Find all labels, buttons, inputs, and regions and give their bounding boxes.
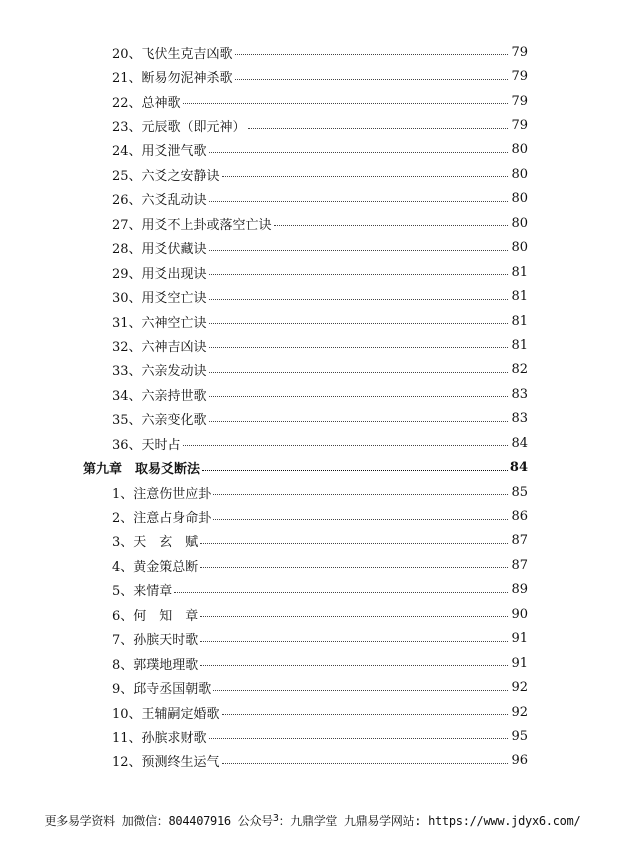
toc-entry[interactable] [0,333,625,357]
toc-entry-number: 9、 [112,682,134,698]
toc-entry-page: 91 [511,631,528,647]
toc-entry-page: 81 [511,289,528,305]
dot-leader [200,567,512,568]
toc-entry-page: 83 [511,411,528,427]
toc-entry-label [0,385,207,404]
toc-entry-title: 六神吉凶诀 [141,339,207,355]
toc-entry-title: 邱寺丞国朝歌 [133,682,212,698]
toc-entry-number: 1、 [112,486,134,502]
toc-entry-number: 34、 [112,388,142,404]
toc-entry-page: 84 [509,460,528,476]
toc-entry-page: 91 [511,655,528,671]
toc-entry-label [0,751,220,770]
toc-entry-title: 注意伤世应卦 [133,486,212,502]
toc-entry-title: 郭璞地理歌 [133,657,199,673]
toc-entry-title: 飞伏生克吉凶歌 [141,46,233,62]
toc-entry-page: 79 [511,69,528,85]
dot-leader [213,519,512,520]
toc-entry-title: 总神歌 [141,95,181,111]
dot-leader [209,299,512,300]
toc-entry-page: 87 [511,533,528,549]
toc-entry[interactable] [0,627,625,651]
toc-entry-label [0,263,207,282]
toc-entry-title: 用爻伏藏诀 [141,242,207,258]
dot-leader [209,152,512,153]
toc-entry-label [0,336,207,355]
toc-entry-label [0,67,233,86]
toc-entry[interactable] [0,431,625,455]
dot-leader [213,690,512,691]
toc-entry-number: 3、 [112,535,134,551]
toc-entry[interactable] [0,578,625,602]
toc-entry-number: 30、 [112,291,142,307]
toc-entry[interactable] [0,162,625,186]
toc-entry-label [0,214,272,233]
dot-leader [209,201,512,202]
toc-entry-title: 注意占身命卦 [133,511,212,527]
toc-entry-title: 用爻出现诀 [141,266,207,282]
page-number: 3 [272,813,279,824]
toc-entry-number: 24、 [112,144,142,160]
dot-leader [213,494,512,495]
toc-entry-page: 80 [511,215,528,231]
toc-entry-label [0,287,207,306]
footer-prefix: 更多易学资料 加微信：804407916 公众号 [44,814,273,828]
toc-entry-label [0,507,211,526]
dot-leader [235,79,512,80]
toc-entry-label [0,189,207,208]
dot-leader [209,274,512,275]
toc-entry-label [0,409,207,428]
toc-entry[interactable] [0,700,625,724]
toc-entry[interactable] [0,138,625,162]
toc-entry-label [0,312,207,331]
toc-entry-page: 83 [511,386,528,402]
toc-entry-label [0,678,211,697]
toc-entry-number: 33、 [112,364,142,380]
toc-entry-title: 天 玄 赋 [133,535,199,551]
toc-entry-number: 4、 [112,559,134,575]
toc-entry-number: 29、 [112,266,142,282]
toc-entry[interactable] [0,724,625,748]
toc-entry-label [0,483,211,502]
toc-entry-number: 10、 [112,706,142,722]
toc-entry-number: 27、 [112,217,142,233]
toc-entry-number: 28、 [112,242,142,258]
toc-entry-number: 6、 [112,608,134,624]
dot-leader [183,103,512,104]
toc-entry-label [0,605,198,624]
toc-entry-number: 第九章 [83,462,136,478]
toc-entry-page: 80 [511,191,528,207]
footer-suffix: ：九鼎学堂 九鼎易学网站: https://www.jdyx6.com/ [278,814,581,828]
toc-entry[interactable] [0,480,625,504]
toc-entry[interactable] [0,407,625,431]
toc-entry-number: 8、 [112,657,134,673]
toc-entry[interactable] [0,529,625,553]
toc-entry-title: 元辰歌（即元神） [141,120,246,136]
toc-entry[interactable] [0,187,625,211]
toc-entry[interactable] [0,382,625,406]
toc-entry-label [0,629,198,648]
toc-entry-number: 12、 [112,755,142,771]
dot-leader [183,445,512,446]
toc-entry-label [0,458,200,477]
toc-entry-label [0,360,207,379]
toc-entry-label [0,727,207,746]
toc-entry-page: 89 [511,582,528,598]
toc-entry-label [0,165,220,184]
toc-entry-label [0,92,181,111]
toc-entry-number: 7、 [112,633,134,649]
toc-entry[interactable] [0,260,625,284]
toc-entry-title: 六爻乱动诀 [141,193,207,209]
toc-entry-page: 79 [511,118,528,134]
toc-entry-title: 断易勿泥神杀歌 [141,71,233,87]
toc-entry-number: 26、 [112,193,142,209]
toc-chapter-entry[interactable] [0,455,625,479]
dot-leader [209,250,512,251]
toc-entry-label [0,531,198,550]
toc-entry[interactable] [0,284,625,308]
toc-entry-page: 84 [511,435,528,451]
toc-entry-label [0,43,233,62]
dot-leader [235,54,512,55]
toc-entry-number: 32、 [112,339,142,355]
toc-entry-title: 六亲变化歌 [141,413,207,429]
dot-leader [248,128,512,129]
dot-leader [222,714,512,715]
toc-entry-page: 86 [511,509,528,525]
toc-entry-number: 21、 [112,71,142,87]
footer-line [0,812,625,829]
toc-entry[interactable] [0,358,625,382]
dot-leader [209,323,512,324]
toc-entry-page: 79 [511,93,528,109]
dot-leader [209,372,512,373]
toc-entry-label [0,703,220,722]
toc-entry[interactable] [0,89,625,113]
dot-leader [274,225,512,226]
toc-entry-page: 81 [511,264,528,280]
toc-entry-number: 31、 [112,315,142,331]
toc-entry[interactable] [0,675,625,699]
dot-leader [222,176,512,177]
toc-entry-title: 六亲发动诀 [141,364,207,380]
toc-entry-page: 92 [511,680,528,696]
dot-leader [209,421,512,422]
dot-leader [174,592,512,593]
toc-entry-page: 80 [511,240,528,256]
toc-entry-number: 36、 [112,437,142,453]
toc-entry-page: 81 [511,337,528,353]
toc-entry-page: 96 [511,753,528,769]
toc-entry-title: 六亲持世歌 [141,388,207,404]
toc-entry-label [0,580,172,599]
toc-entry[interactable] [0,113,625,137]
toc-entry-number: 23、 [112,120,142,136]
toc-entry-number: 20、 [112,46,142,62]
toc-entry-number: 35、 [112,413,142,429]
toc-entry[interactable] [0,553,625,577]
toc-entry-page: 90 [511,606,528,622]
dot-leader [222,763,512,764]
toc-entry[interactable] [0,211,625,235]
dot-leader [209,396,512,397]
toc-entry-page: 80 [511,142,528,158]
toc-entry-number: 5、 [112,584,134,600]
toc-entry-number: 22、 [112,95,142,111]
toc-entry[interactable] [0,309,625,333]
toc-entry-title: 用爻泄气歌 [141,144,207,160]
toc-entry-page: 80 [511,166,528,182]
toc-entry-page: 92 [511,704,528,720]
toc-entry-title: 取易爻断法 [135,462,201,478]
table-of-contents [0,40,625,773]
toc-entry-page: 95 [511,728,528,744]
dot-leader [200,616,512,617]
toc-entry[interactable] [0,40,625,64]
toc-entry-title: 王辅嗣定婚歌 [141,706,220,722]
toc-entry-title: 孙膑天时歌 [133,633,199,649]
toc-entry[interactable] [0,651,625,675]
toc-entry-title: 孙膑求财歌 [141,730,207,746]
dot-leader [209,347,512,348]
toc-entry[interactable] [0,236,625,260]
toc-entry-title: 用爻空亡诀 [141,291,207,307]
toc-entry-page: 85 [511,484,528,500]
toc-entry-title: 预测终生运气 [141,755,220,771]
toc-entry-page: 82 [511,362,528,378]
toc-entry-title: 何 知 章 [133,608,199,624]
toc-entry-page: 79 [511,44,528,60]
toc-entry-page: 87 [511,557,528,573]
toc-entry-number: 2、 [112,511,134,527]
toc-entry-title: 用爻不上卦或落空亡诀 [141,217,272,233]
toc-entry-label [0,140,207,159]
dot-leader [209,738,512,739]
toc-entry[interactable] [0,602,625,626]
dot-leader [200,543,512,544]
toc-entry-label [0,434,181,453]
toc-entry-number: 25、 [112,168,142,184]
toc-entry[interactable] [0,64,625,88]
dot-leader [200,665,512,666]
toc-entry-title: 黄金策总断 [133,559,199,575]
toc-entry-title: 来情章 [133,584,173,600]
toc-entry[interactable] [0,749,625,773]
toc-entry-label [0,556,198,575]
toc-entry-label [0,238,207,257]
dot-leader [200,641,512,642]
toc-entry-number: 11、 [112,730,142,746]
dot-leader [202,470,512,471]
toc-entry-title: 六爻之安静诀 [141,168,220,184]
toc-entry-title: 天时占 [141,437,181,453]
toc-entry[interactable] [0,504,625,528]
toc-entry-title: 六神空亡诀 [141,315,207,331]
toc-entry-label [0,654,198,673]
toc-entry-label [0,116,246,135]
toc-entry-page: 81 [511,313,528,329]
